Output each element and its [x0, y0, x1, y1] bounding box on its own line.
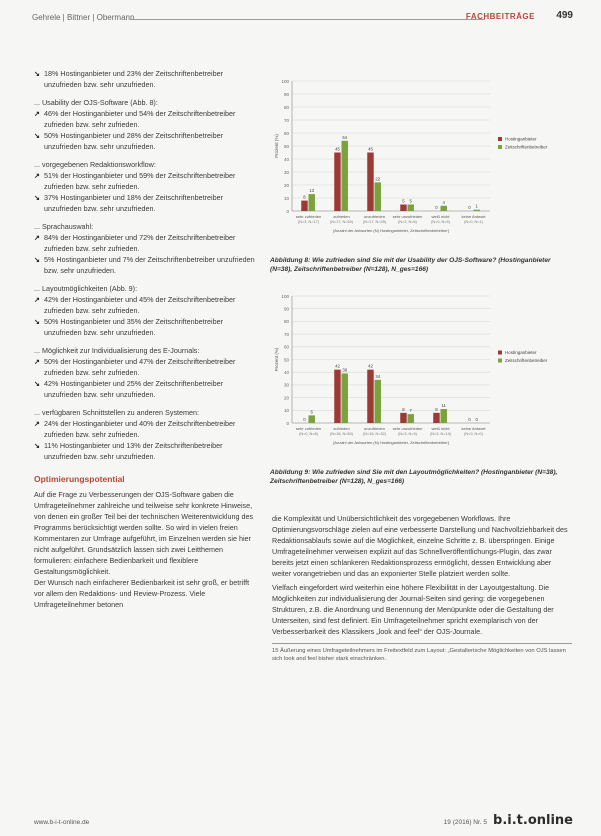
data-label: 22 — [375, 176, 381, 182]
arrow-up-icon: ↗ — [34, 357, 41, 366]
group-title: ... Usability der OJS-Software (Abb. 8): — [34, 98, 158, 107]
group-item — [34, 170, 259, 192]
figure-8-caption: Abbildung 8: Wie zufrieden sind Sie mit der Usability der OJS-Software? (Hostinganbieter (N=38), Zeitschriftenbetreiber (N=128), N_ges=166) — [270, 257, 551, 273]
group-item — [34, 232, 259, 254]
data-label: 0 — [435, 205, 438, 210]
bar — [441, 409, 447, 423]
bar — [342, 141, 348, 211]
legend-swatch — [498, 145, 502, 149]
arrow-down-icon: ↘ — [34, 441, 41, 450]
x-tick-count: (N=0, N=1) — [464, 220, 483, 224]
y-tick-label: 20 — [283, 182, 289, 188]
right-column — [272, 513, 572, 663]
bar — [309, 194, 315, 211]
footer-url: www.b-i-t-online.de — [34, 819, 90, 826]
y-tick-label: 10 — [283, 195, 289, 201]
bar — [408, 205, 414, 212]
arrow-down-icon: ↘ — [34, 193, 41, 202]
y-tick-label: 0 — [286, 208, 289, 214]
y-tick-label: 60 — [283, 344, 289, 350]
arrow-down-icon: ↘ — [34, 69, 41, 78]
group-item — [34, 356, 259, 378]
group-item-text: 50% der Hostinganbieter und 47% der Zeitschriftenbetreiber zufrieden bzw. sehr zufrieden. — [44, 357, 236, 377]
intro-text: 18% Hostinganbieter und 23% der Zeitschriftenbetreiber unzufrieden bzw. sehr unzufrieden. — [44, 69, 224, 89]
group-title: ... Sprachauswahl: — [34, 222, 94, 231]
bar — [375, 380, 381, 423]
intro-item — [34, 68, 259, 90]
legend-label: Hostinganbieter — [505, 350, 537, 355]
x-tick-label: weiß nicht — [431, 426, 450, 431]
y-tick-label: 60 — [283, 130, 289, 136]
x-tick-label: zufrieden — [333, 214, 350, 219]
arrow-up-icon: ↗ — [34, 233, 41, 242]
data-label: 5 — [409, 198, 412, 204]
group-item — [34, 418, 259, 440]
legend-label: Zeitschriftenbetreiber — [505, 144, 548, 150]
issue-info: 19 (2016) Nr. 5 — [443, 819, 488, 826]
data-label: 39 — [342, 367, 348, 373]
bar — [375, 182, 381, 211]
layout-bar-chart — [270, 290, 570, 465]
bar — [441, 206, 447, 211]
body-paragraph: Auf die Frage zu Verbesserungen der OJS-Software gaben die Umfrageteilnehmer zahlreiche und teilweise sehr konkrete Hinweise, von denen ein großer Teil bei der technischen Weiterentwicklung des Programms berücksichtigt werden sollte. So wird in vielen freien Kommentaren zur Umfrage aufgeführt, im Einzelnen werden sie hier nicht aufgeführt. Grundsätzlich lassen sich zwei Leitthemen formulieren: einfachere Bedienbarkeit und flexiblere Gestaltungsmöglichkeit. — [34, 490, 254, 576]
data-label: 7 — [409, 408, 412, 414]
y-tick-label: 50 — [283, 143, 289, 149]
figure-9 — [270, 290, 570, 486]
arrow-up-icon: ↗ — [34, 171, 41, 180]
group-item-text: 37% Hostinganbieter und 18% der Zeitschriftenbetreiber unzufrieden bzw. sehr unzufrieden. — [44, 193, 224, 213]
y-tick-label: 100 — [281, 293, 289, 299]
data-label: 45 — [368, 146, 373, 152]
y-tick-label: 0 — [286, 420, 289, 426]
figure-8 — [270, 75, 570, 274]
data-label: 5 — [402, 198, 405, 204]
group-item-text: 24% der Hostinganbieter und 40% der Zeitschriftenbetreiber zufrieden bzw. sehr zufrieden. — [44, 419, 236, 439]
page-number: 499 — [556, 10, 573, 21]
bit-logo: b.i.t.online — [493, 813, 573, 828]
running-header — [32, 10, 573, 24]
y-tick-label: 40 — [283, 156, 289, 162]
group-item-text: 46% der Hostinganbieter und 54% der Zeitschriftenbetreiber zufrieden bzw. sehr zufrieden. — [44, 109, 236, 129]
group-title: ... vorgegebenen Redaktionsworkflow: — [34, 160, 156, 169]
footnote: 15 Äußerung eines Umfrageteilnehmers im Freitextfeld zum Layout: „Gestalterische Möglichkeiten von OJS lassen sich look and feel bisher stark einschränken. — [272, 643, 572, 663]
footer-right — [444, 813, 573, 828]
arrow-up-icon: ↗ — [34, 109, 41, 118]
x-tick-label: unzufrieden — [364, 426, 385, 431]
y-tick-label: 80 — [283, 319, 289, 325]
y-tick-label: 100 — [281, 78, 289, 84]
data-label: 42 — [335, 363, 340, 369]
data-label: 0 — [468, 417, 471, 422]
legend-label: Hostinganbieter — [505, 136, 537, 142]
data-label: 34 — [375, 373, 381, 379]
arrow-down-icon: ↘ — [34, 317, 41, 326]
section-heading: Optimierungspotential — [34, 474, 125, 484]
left-column — [34, 68, 259, 610]
arrow-up-icon: ↗ — [34, 295, 41, 304]
arrow-down-icon: ↘ — [34, 131, 41, 140]
x-tick-count: (N=0, N=5) — [431, 220, 450, 224]
header-rule — [130, 19, 485, 20]
bar — [433, 413, 439, 423]
x-tick-label: weiß nicht — [431, 214, 450, 219]
data-label: 45 — [335, 146, 340, 152]
group-item — [34, 440, 259, 462]
x-tick-label: keine Antwort — [461, 426, 486, 431]
bar — [400, 413, 406, 423]
data-label: 0 — [475, 417, 478, 422]
x-tick-count: (N=3, N=14) — [430, 432, 451, 436]
bar — [334, 153, 340, 212]
data-label: 6 — [310, 409, 313, 415]
x-tick-count: (N=16, N=32) — [362, 432, 387, 436]
bar — [367, 370, 373, 423]
legend-swatch — [498, 351, 502, 355]
bar — [367, 153, 373, 212]
x-tick-count: (N=0, N=8) — [299, 432, 318, 436]
group-item-text: 84% der Hostinganbieter und 72% der Zeitschriftenbetreiber zufrieden bzw. sehr zufrieden. — [44, 233, 236, 253]
bar — [474, 210, 480, 211]
data-label: 0 — [303, 417, 306, 422]
group-title: ... Möglichkeit zur Individualisierung des E-Journals: — [34, 346, 200, 355]
y-tick-label: 20 — [283, 395, 289, 401]
data-label: 1 — [475, 203, 478, 209]
x-tick-label: sehr zufrieden — [295, 214, 322, 219]
group-item — [34, 108, 259, 130]
arrow-down-icon: ↘ — [34, 255, 41, 264]
x-tick-label: zufrieden — [333, 426, 350, 431]
y-axis-label: Prozent (%) — [274, 134, 279, 158]
group-item-text: 50% Hostinganbieter und 28% der Zeitschriftenbetreiber unzufrieden bzw. sehr unzufrieden. — [44, 131, 224, 151]
group-item — [34, 192, 259, 214]
y-tick-label: 40 — [283, 370, 289, 375]
x-axis-label: [Anzahl der Antworten (N) Hostinganbieter, Zeitschriftenbetreiber] — [333, 228, 449, 233]
bar — [408, 414, 414, 423]
x-tick-label: sehr unzufrieden — [392, 426, 423, 431]
x-tick-count: (N=3, N=9) — [398, 432, 417, 436]
bar — [334, 370, 340, 423]
bar — [301, 201, 307, 211]
legend-swatch — [498, 137, 502, 141]
y-tick-label: 30 — [283, 169, 289, 175]
body-paragraph: die Komplexität und Unübersichtlichkeit des vorgegebenen Workflows. Ihre Optimierungsvorschläge zielen auf eine verbesserte Darstellung und Nachvollziehbarkeit des Redaktionsablaufs sowie auf die Möglichkeit, einzelne Schritte z. B. überspringen. Einige Umfrageteilnehmer verweisen explizit auf das Schnellveröffentlichungs-Plugin, das zwar bereits jetzt einen schlankeren Redaktionsprozess ermöglicht, dessen Entwicklung aber weiter vorangetrieben und das an exponierter Stelle platziert werden sollte. — [272, 514, 568, 578]
y-tick-label: 30 — [283, 382, 289, 388]
data-label: 4 — [442, 199, 445, 205]
header-section: FACHBEITRÄGE — [465, 12, 535, 21]
bar — [342, 373, 348, 423]
data-label: 8 — [303, 194, 306, 200]
x-tick-count: (N=3, N=17) — [298, 220, 319, 224]
arrow-down-icon: ↘ — [34, 379, 41, 388]
header-authors: Gehrele | Bittner | Obermann — [32, 13, 135, 22]
group-item — [34, 130, 259, 152]
data-label: 13 — [309, 188, 315, 194]
usability-bar-chart — [270, 75, 570, 253]
y-tick-label: 10 — [283, 408, 289, 414]
data-label: 8 — [435, 406, 438, 412]
y-tick-label: 90 — [283, 306, 289, 312]
group-item — [34, 294, 259, 316]
y-axis-label: Prozent (%) — [274, 347, 279, 372]
arrow-up-icon: ↗ — [34, 419, 41, 428]
data-label: 8 — [402, 406, 405, 412]
group-item — [34, 378, 259, 400]
y-tick-label: 50 — [283, 357, 289, 363]
legend-swatch — [498, 359, 502, 363]
group-title: ... verfügbaren Schnittstellen zu anderen Systemen: — [34, 408, 200, 417]
group-item-text: 5% Hostinganbieter und 7% der Zeitschriftenbetreiber unzufrieden bzw. sehr unzufrieden. — [44, 255, 255, 275]
group-item-text: 42% der Hostinganbieter und 45% der Zeitschriftenbetreiber zufrieden bzw. sehr zufrieden. — [44, 295, 236, 315]
figure-9-caption: Abbildung 9: Wie zufrieden sind Sie mit den Layoutmöglichkeiten? (Hostinganbieter (N=38), Zeitschriftenbetreiber (N=128), N_ges=166) — [270, 469, 558, 485]
group-item-text: 11% Hostinganbieter und 13% der Zeitschriftenbetreiber unzufrieden bzw. sehr unzufrieden. — [44, 441, 223, 461]
legend-label: Zeitschriftenbetreiber — [505, 358, 548, 363]
x-tick-label: sehr unzufrieden — [392, 214, 423, 219]
x-tick-count: (N=0, N=0) — [464, 432, 483, 436]
body-paragraph: Vielfach eingefordert wird weiterhin eine höhere Flexibilität in der Layoutgestaltung. Die Möglichkeiten zur individualisierung der Journal-Seiten sind gering: die vorgegebenen Strukturen, z.B. die Anordnung und Benennung der Menüpunkte oder die Gestaltung der Unterseiten, sind fest definiert. Ein Umfrageteilnehmer spricht exemplarisch von der Verbesserbarkeit des Klassikers „look and feel“ der OJS-Journale. — [272, 583, 554, 636]
bar — [309, 415, 315, 423]
x-tick-count: (N=16, N=50) — [329, 432, 354, 436]
x-axis-label: [Anzahl der Antworten (N) Hostinganbieter, Zeitschriftenbetreiber] — [333, 440, 449, 445]
data-label: 11 — [441, 403, 446, 409]
body-paragraph: Der Wunsch nach einfacherer Bedienbarkeit ist sehr groß, er betrifft vor allem den Redaktions- und Review-Prozess. Viele Umfrageteilnehmer betonen — [34, 578, 250, 609]
data-label: 42 — [368, 363, 373, 369]
y-tick-label: 70 — [283, 117, 289, 123]
x-tick-count: (N=2, N=6) — [398, 220, 417, 224]
group-title: ... Layoutmöglichkeiten (Abb. 9): — [34, 284, 138, 293]
x-tick-count: (N=17, N=28) — [362, 220, 387, 224]
x-tick-count: (N=17, N=69) — [329, 220, 354, 224]
y-tick-label: 70 — [283, 331, 289, 337]
data-label: 54 — [342, 134, 348, 140]
bar — [400, 205, 406, 212]
x-tick-label: keine Antwort — [461, 214, 486, 219]
group-item-text: 42% Hostinganbieter und 25% der Zeitschriftenbetreiber unzufrieden bzw. sehr unzufrieden. — [44, 379, 224, 399]
data-label: 0 — [468, 205, 471, 210]
group-item-text: 50% Hostinganbieter und 35% der Zeitschriftenbetreiber unzufrieden bzw. sehr unzufrieden. — [44, 317, 224, 337]
group-item-text: 51% der Hostinganbieter und 59% der Zeitschriftenbetreiber zufrieden bzw. sehr zufrieden. — [44, 171, 236, 191]
group-item — [34, 254, 259, 276]
x-tick-label: sehr zufrieden — [295, 426, 322, 431]
y-tick-label: 90 — [283, 91, 289, 97]
y-tick-label: 80 — [283, 104, 289, 110]
group-item — [34, 316, 259, 338]
x-tick-label: unzufrieden — [364, 214, 385, 219]
